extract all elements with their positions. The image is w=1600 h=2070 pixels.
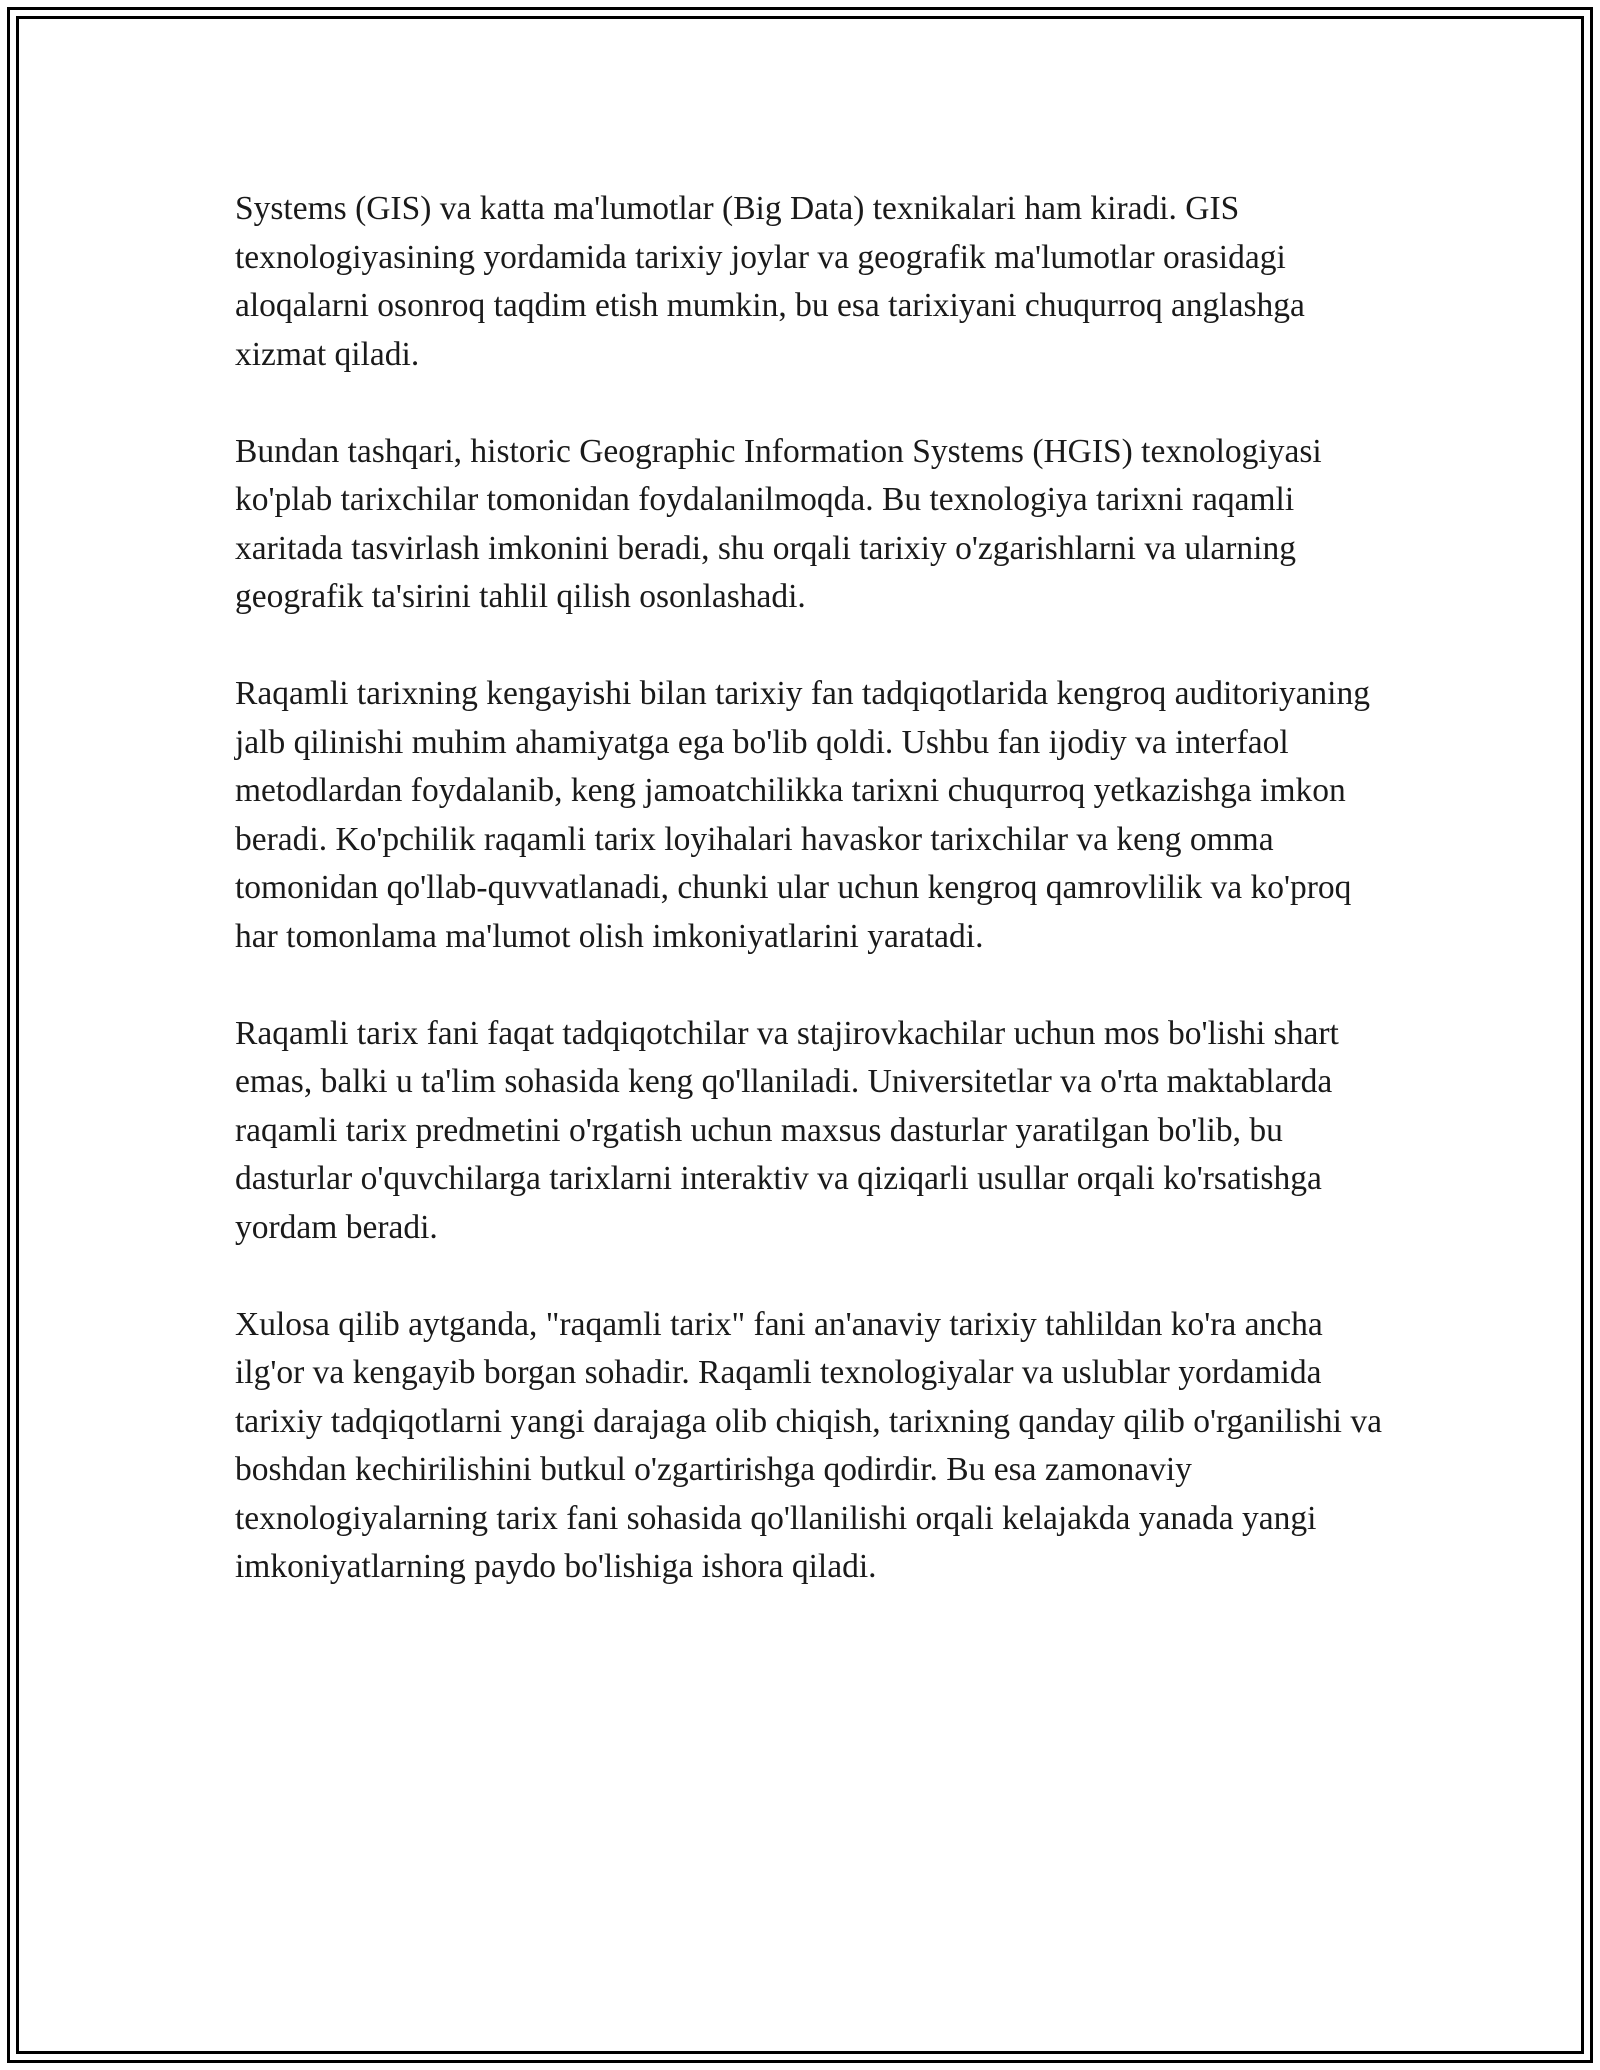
paragraph-conclusion: Xulosa qilib aytganda, "raqamli tarix" fani an'anaviy tarixiy tahlildan ko'ra ancha ilg'or va kengayib borgan sohadir. Raqamli texnologiyalar va uslublar yordamida tarixiy tadqiqotlarni yangi darajaga olib chiqish, tarixning qanday qilib o'rganilishi va boshdan kechirilishini butkul o'zgartirishga qodirdir. Bu esa zamonaviy texnologiyalarning tarix fani sohasida qo'llanilishi orqali kelajakda yanada yangi imkoniyatlarning paydo bo'lishiga ishora qiladi. [235,1305,1382,1585]
document-body [235,185,1395,1640]
paragraph-audience: Raqamli tarixning kengayishi bilan tarixiy fan tadqiqotlarida kengroq auditoriyaning jalb qilinishi muhim ahamiyatga ega bo'lib qoldi. Ushbu fan ijodiy va interfaol metodlardan foydalanib, keng jamoatchilikka tarixni chuqurroq yetkazishga imkon beradi. Ko'pchilik raqamli tarix loyihalari havaskor tarixchilar va keng omma tomonidan qo'llab-quvvatlanadi, chunki ular uchun kengroq qamrovlilik va ko'proq har tomonlama ma'lumot olish imkoniyatlarini yaratadi. [235,675,1370,955]
paragraph-hgis: Bundan tashqari, historic Geographic Information Systems (HGIS) texnologiyasi ko'plab tarixchilar tomonidan foydalanilmoqda. Bu texnologiya tarixni raqamli xaritada tasvirlash imkonini beradi, shu orqali tarixiy o'zgarishlarni va ularning geografik ta'sirini tahlil qilish osonlashadi. [235,432,1322,615]
paragraph-gis: Systems (GIS) va katta ma'lumotlar (Big Data) texnikalari ham kiradi. GIS texnologiyasining yordamida tarixiy joylar va geografik ma'lumotlar orasidagi aloqalarni osonroq taqdim etish mumkin, bu esa tarixiyani chuqurroq anglashga xizmat qiladi. [235,190,1305,373]
paragraph-education: Raqamli tarix fani faqat tadqiqotchilar va stajirovkachilar uchun mos bo'lishi shart emas, balki u ta'lim sohasida keng qo'llaniladi. Universitetlar va o'rta maktablarda raqamli tarix predmetini o'rgatish uchun maxsus dasturlar yaratilgan bo'lib, bu dasturlar o'quvchilarga tarixlarni interaktiv va qiziqarli usullar orqali ko'rsatishga yordam beradi. [235,1014,1339,1246]
